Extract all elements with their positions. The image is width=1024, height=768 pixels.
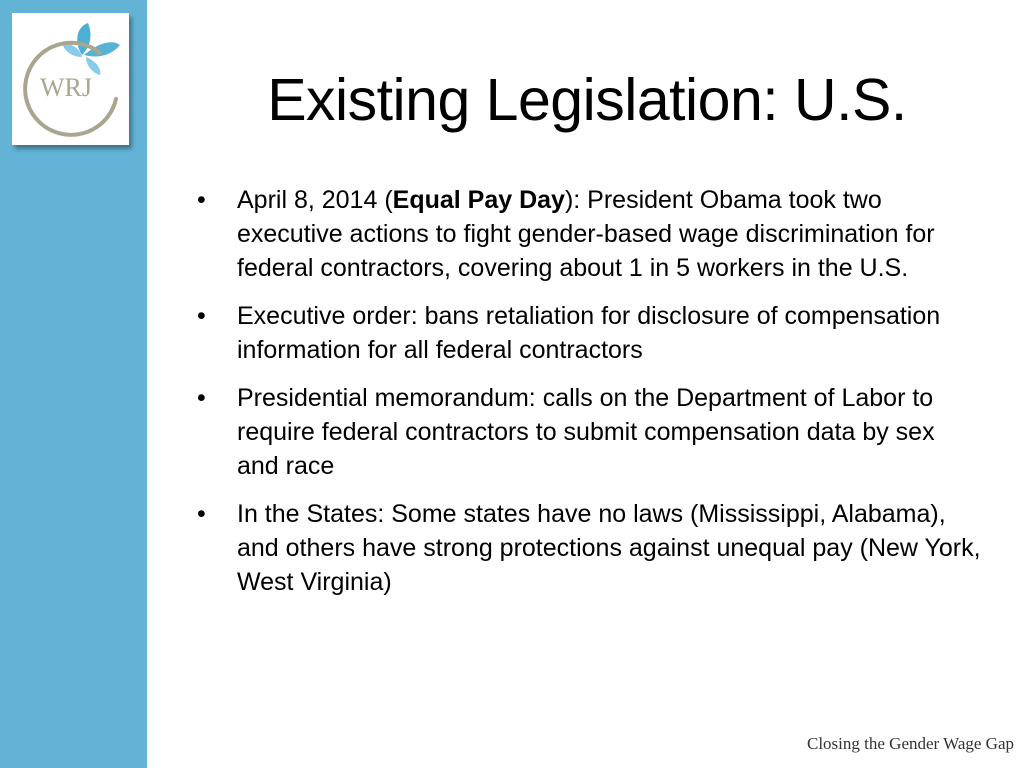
bullet-item [193, 183, 983, 285]
bullet-list [193, 183, 983, 613]
footer-text: Closing the Gender Wage Gap [807, 734, 1014, 753]
bullet-dot: • [197, 500, 206, 528]
bullet-text-bold: Equal Pay Day [392, 186, 565, 214]
bullet-item [193, 381, 983, 483]
slide-title: Existing Legislation: U.S. [267, 67, 907, 133]
bullet-item [193, 497, 983, 599]
wrj-logo-icon [12, 13, 129, 145]
bullet-text-before: April 8, 2014 ( [237, 186, 393, 214]
bullet-dot: • [197, 302, 206, 330]
wrj-logo [12, 13, 129, 145]
bullet-item [193, 299, 983, 367]
bullet-text: Presidential memorandum: calls on the Department of Labor to require federal contractors to submit compensation data by sex and race [237, 384, 935, 480]
logo-text: WRJ [40, 73, 92, 102]
bullet-text-after: ): President Obama took two executive actions to fight gender-based wage discrimination for federal contractors, covering about 1 in 5 workers in the U.S. [237, 186, 935, 282]
bullet-text: In the States: Some states have no laws (Mississippi, Alabama), and others have strong protections against unequal pay (New York, West Virginia) [237, 500, 981, 596]
bullet-dot: • [197, 384, 206, 412]
bullet-text: Executive order: bans retaliation for disclosure of compensation information for all federal contractors [237, 302, 941, 364]
bullet-dot: • [197, 186, 206, 214]
